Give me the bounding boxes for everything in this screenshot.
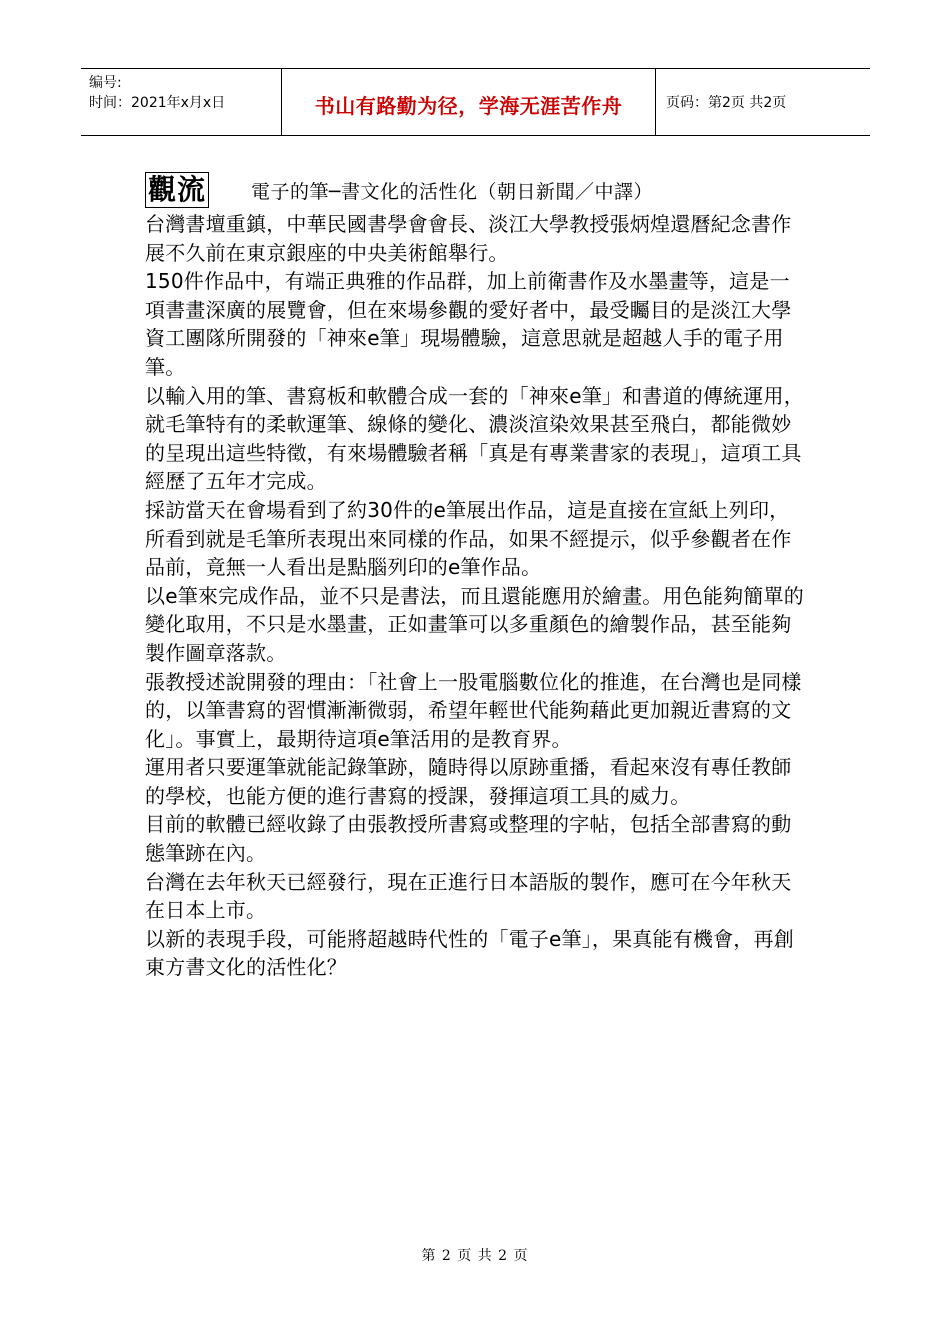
article-paragraph: 運用者只要運筆就能記錄筆跡，隨時得以原跡重播，看起來沒有專任教師的學校，也能方便的進行書寫的授課，發揮這項工具的威力。	[145, 755, 792, 808]
document-number-label: 编号:	[89, 75, 122, 91]
article-paragraph: 採訪當天在會場看到了約30件的e筆展出作品，這是直接在宣紙上列印，所看到就是毛筆所表現出來同樣的作品，如果不經提示，似乎參觀者在作品前，竟無一人看出是點腦列印的e筆作品。	[145, 497, 792, 580]
article-paragraph: 以e筆來完成作品，並不只是書法，而且還能應用於繪畫。用色能夠簡單的變化取用，不只是水墨畫，正如畫筆可以多重顏色的繪製作品，甚至能夠製作圖章落款。	[145, 583, 804, 665]
article-body	[145, 170, 805, 982]
article-title-row	[145, 170, 805, 210]
article-paragraph: 150件作品中，有端正典雅的作品群，加上前衛書作及水墨畫等，這是一項書畫深廣的展覽會，但在來場參觀的愛好者中，最受矚目的是淡江大學資工團隊所開發的「神來e筆」現場體驗，這意思就是超越人手的電子用筆。	[145, 269, 792, 379]
header-page-info: 页码：第2页 共2页	[666, 95, 787, 111]
header-table	[81, 68, 870, 136]
header-page-cell	[656, 69, 870, 135]
column-tag: 觀流	[145, 172, 209, 208]
document-time-label: 时间：2021年x月x日	[89, 95, 226, 111]
article-headline: 電子的筆─書文化的活性化（朝日新聞／中譯）	[251, 180, 653, 203]
article-paragraph: 台灣書壇重鎮，中華民國書學會會長、淡江大學教授張炳煌還曆紀念書作展不久前在東京銀座的中央美術館舉行。	[145, 212, 792, 265]
article-paragraph: 台灣在去年秋天已經發行，現在正進行日本語版的製作，應可在今年秋天在日本上市。	[145, 869, 792, 923]
header-meta-cell	[81, 69, 282, 135]
article-paragraph: 以新的表現手段，可能將超越時代性的「電子e筆」，果真能有機會，再創東方書文化的活性化？	[145, 926, 794, 980]
header-motto: 书山有路勤为径，学海无涯苦作舟	[314, 93, 623, 118]
header-motto-cell	[282, 69, 656, 135]
page-footer: 第 2 页 共 2 页	[421, 1248, 529, 1264]
article-paragraph: 張教授述說開發的理由：「社會上一股電腦數位化的推進，在台灣也是同樣的，以筆書寫的習慣漸漸微弱，希望年輕世代能夠藉此更加親近書寫的文化」。事實上，最期待這項e筆活用的是教育界。	[145, 669, 802, 751]
article-paragraph: 以輸入用的筆、書寫板和軟體合成一套的「神來e筆」和書道的傳統運用，就毛筆特有的柔軟運筆、線條的變化、濃淡渲染效果甚至飛白，都能微妙的呈現出這些特徵，有來場體驗者稱「真是有專業書家的表現」，這項工具經歷了五年才完成。	[145, 383, 804, 494]
article-paragraph: 目前的軟體已經收錄了由張教授所書寫或整理的字帖，包括全部書寫的動態筆跡在內。	[145, 812, 792, 866]
